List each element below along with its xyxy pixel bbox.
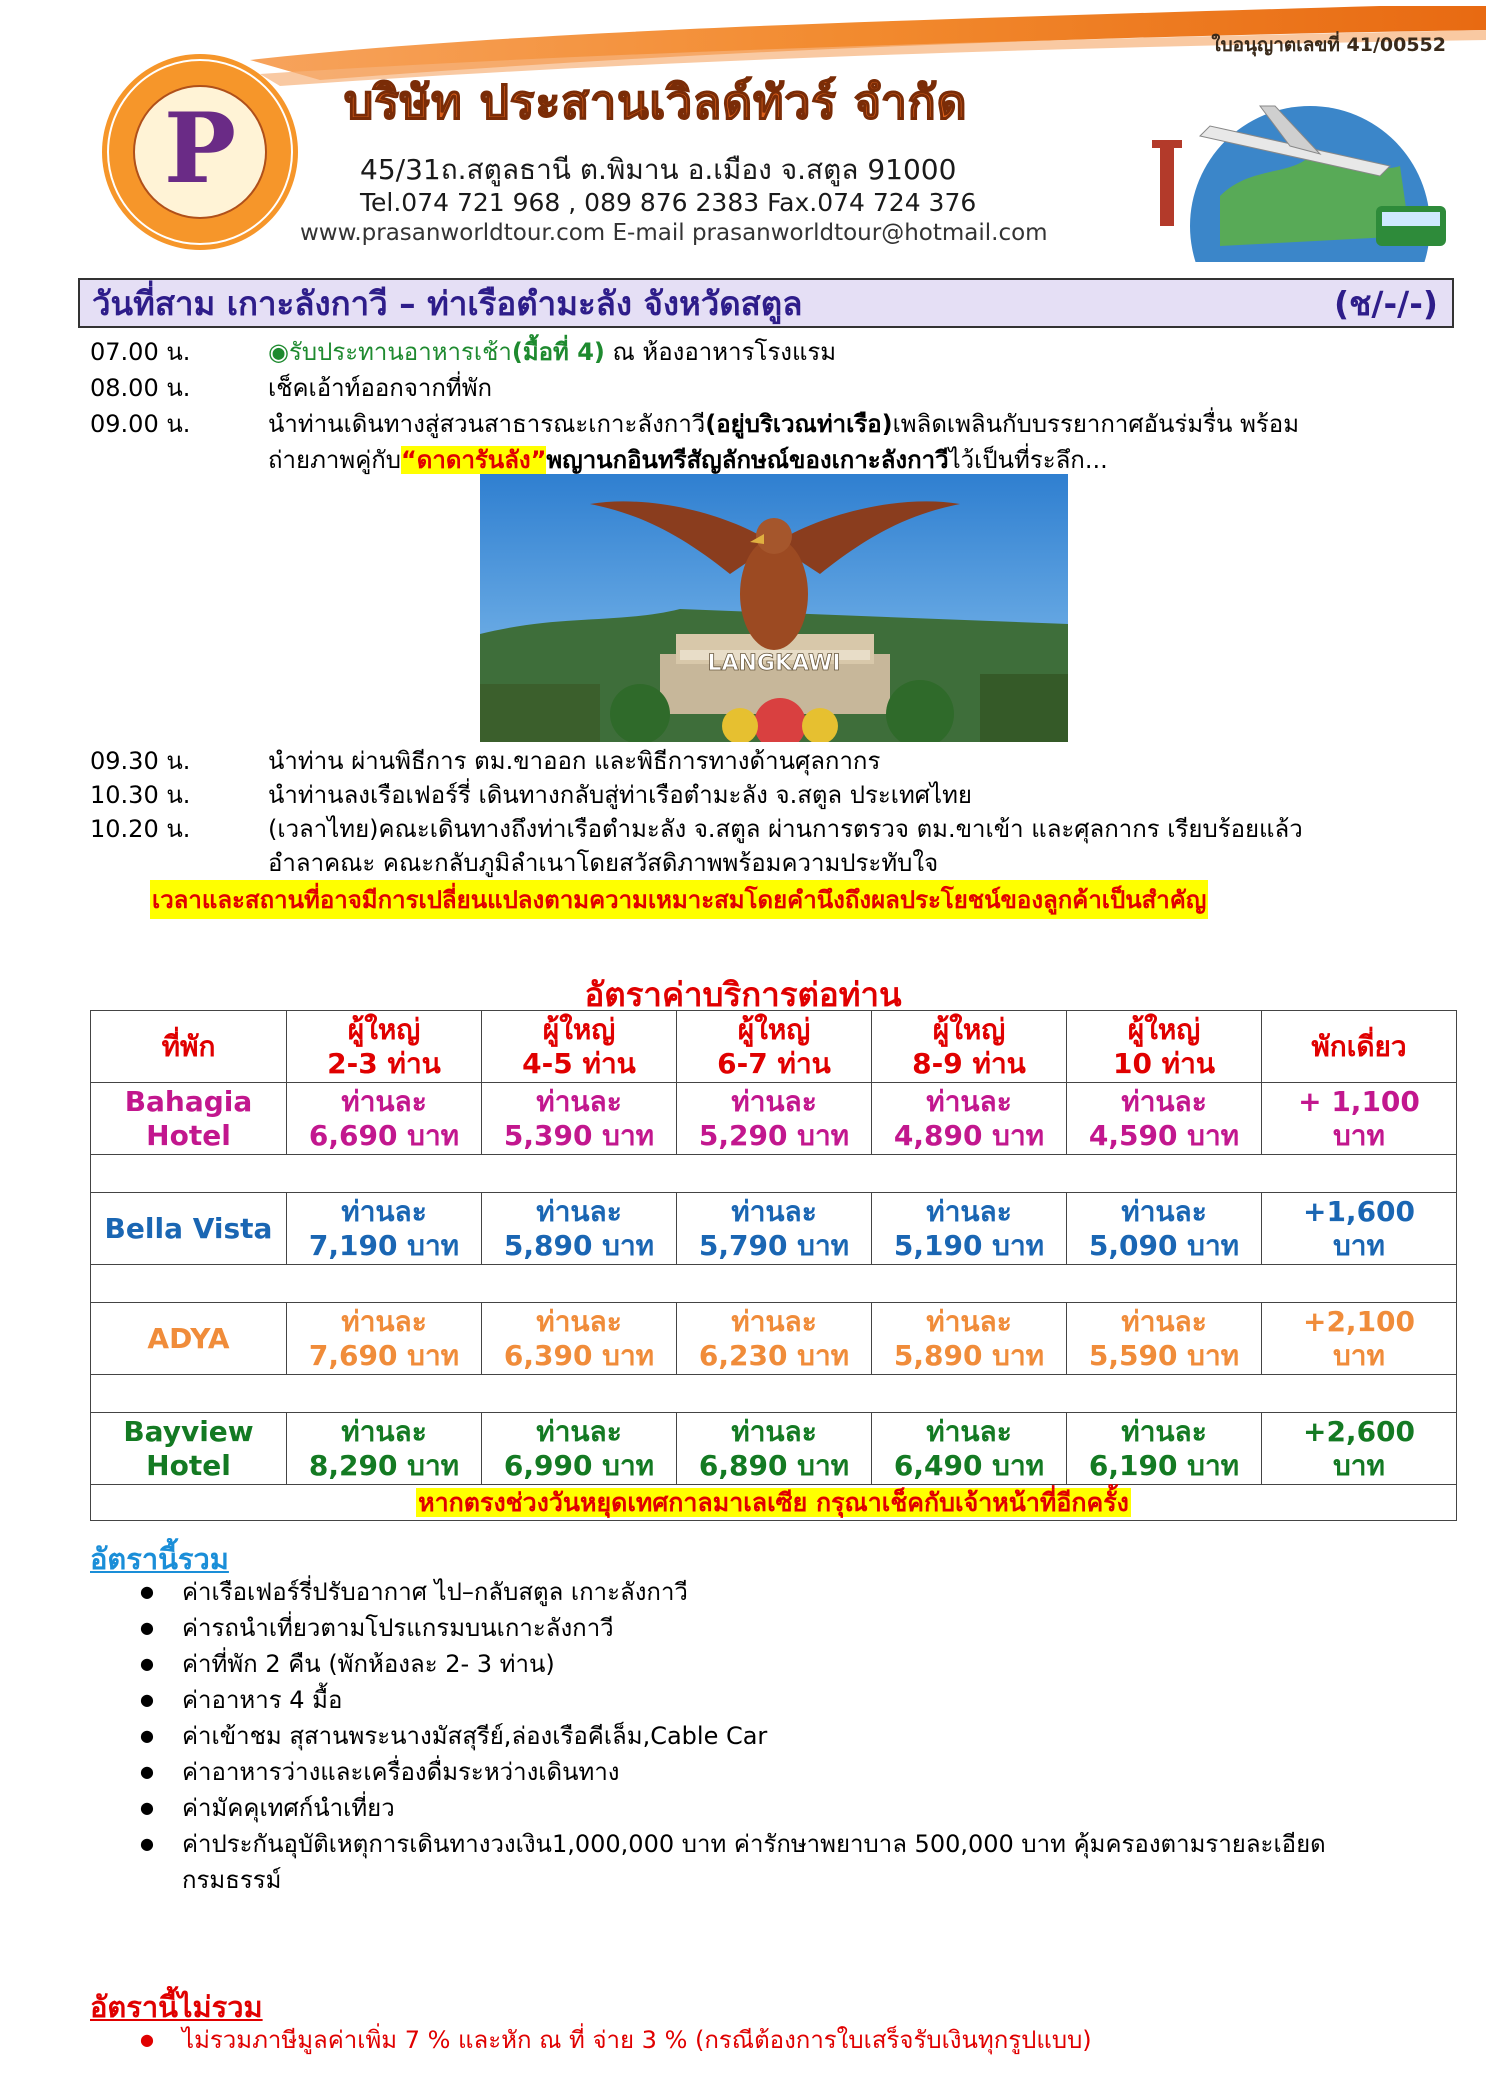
price-table-title: อัตราค่าบริการต่อท่าน [584,975,902,1014]
header-pax-4-5: ผู้ใหญ่ 4-5 ท่าน [482,1011,677,1083]
rate-cell: ท่านละ 8,290 บาท [287,1413,482,1485]
header-pax-8-9: ผู้ใหญ่ 8-9 ท่าน [872,1011,1067,1083]
photo-sign-text: LANGKAWI [707,651,841,676]
schedule-time: 09.30 น. [90,747,191,775]
excludes-list [140,2022,1430,2058]
excludes-title: อัตรานี้ไม่รวม [90,1990,263,2024]
rate-cell: ท่านละ 5,890 บาท [872,1303,1067,1375]
holiday-note-row [91,1485,1457,1521]
schedule-return [90,744,1450,880]
includes-title: อัตรานี้รวม [90,1542,229,1576]
list-item: ● ค่าประกันอุบัติเหตุการเดินทางวงเงิน1,000,000 บาท ค่ารักษาพยาบาล 500,000 บาท คุ้มครองตามรายละเอียด กรมธรรม์ [140,1826,1430,1898]
desc-part: ไว้เป็นที่ระลึก... [948,446,1108,474]
table-spacer [91,1265,1457,1303]
schedule-time: 07.00 น. [90,338,191,366]
table-row [91,1303,1457,1375]
schedule-desc [268,334,1450,370]
schedule-desc [268,812,1450,880]
day-title: วันที่สาม เกาะลังกาวี – ท่าเรือตำมะลัง จังหวัดสตูล [92,283,803,323]
list-item: ● ค่าเรือเฟอร์รี่ปรับอากาศ ไป–กลับสตูล เกาะลังกาวี [140,1574,1430,1610]
rate-cell: ท่านละ 7,690 บาท [287,1303,482,1375]
list-item: ● ค่าอาหาร 4 มื้อ [140,1682,1430,1718]
schedule-row [90,334,1450,370]
meal-place: ณ ห้องอาหารโรงแรม [604,338,837,366]
license-number: ใบอนุญาตเลขที่ 41/00552 [1211,34,1446,56]
schedule-time: 10.20 น. [90,815,191,843]
rate-cell: ท่านละ 5,890 บาท [482,1193,677,1265]
schedule-time: 10.30 น. [90,781,191,809]
table-row [91,1083,1457,1155]
hotel-name: ADYA [91,1303,287,1375]
company-name: บริษัท ประสานเวิลด์ทัวร์ จำกัด [344,75,968,129]
schedule-time: 08.00 น. [90,374,191,402]
desc-part: เพลิดเพลินกับบรรยากาศอันร่มรื่น พร้อม [892,410,1300,438]
rate-cell: ท่านละ 6,890 บาท [677,1413,872,1485]
schedule-row [90,812,1450,880]
holiday-note: หากตรงช่วงวันหยุดเทศกาลมาเลเซีย กรุณาเช็คกับเจ้าหน้าที่อีกครั้ง [418,1488,1129,1517]
company-phone: Tel.074 721 968 , 089 876 2383 Fax.074 724 376 [360,188,977,217]
schedule-desc: เช็คเอ้าท์ออกจากที่พัก [268,374,493,402]
rate-cell: ท่านละ 6,390 บาท [482,1303,677,1375]
list-item: ● ค่าเข้าชม สุสานพระนางมัสสุรีย์,ล่องเรือคีเล็ม,Cable Car [140,1718,1430,1754]
company-logo [100,52,300,252]
rate-cell: ท่านละ 6,690 บาท [287,1083,482,1155]
day-meals: (ช/-/-) [1333,283,1438,323]
day-banner [78,278,1454,328]
rate-cell: ท่านละ 5,290 บาท [677,1083,872,1155]
rate-cell: ท่านละ 5,190 บาท [872,1193,1067,1265]
schedule-time: 09.00 น. [90,410,191,438]
rate-cell: ท่านละ 4,590 บาท [1067,1083,1262,1155]
schedule-row [90,778,1450,812]
schedule-row [90,744,1450,778]
header-pax-2-3: ผู้ใหญ่ 2-3 ท่าน [287,1011,482,1083]
price-header-row [91,1011,1457,1083]
list-item: ● ค่าที่พัก 2 คืน (พักห้องละ 2- 3 ท่าน) [140,1646,1430,1682]
single-supplement: + 1,100 บาท [1262,1083,1457,1155]
desc-part: ถ่ายภาพคู่กับ [268,446,402,474]
desc-part: (เวลาไทย)คณะเดินทางถึงท่าเรือตำมะลัง จ.สตูล ผ่านการตรวจ ตม.ขาเข้า และศุลกากร เรียบร้อยแล้ว [268,815,1303,843]
company-address: 45/31ถ.สตูลธานี ต.พิมาน อ.เมือง จ.สตูล 91000 [360,153,957,186]
letterhead [0,0,1486,262]
rate-cell: ท่านละ 7,190 บาท [287,1193,482,1265]
schedule-desc: นำท่านลงเรือเฟอร์รี่ เดินทางกลับสู่ท่าเรือตำมะลัง จ.สตูล ประเทศไทย [268,781,972,809]
rate-cell: ท่านละ 6,190 บาท [1067,1413,1262,1485]
svg-text:P: P [163,92,237,205]
list-item: ● ค่าอาหารว่างและเครื่องดื่มระหว่างเดินทาง [140,1754,1430,1790]
header-single: พักเดี่ยว [1262,1011,1457,1083]
meal-number: (มื้อที่ 4) [511,338,605,366]
table-row [91,1193,1457,1265]
schedule-row [90,370,1450,406]
rate-cell: ท่านละ 6,490 บาท [872,1413,1067,1485]
rate-cell: ท่านละ 6,990 บาท [482,1413,677,1485]
header-hotel: ที่พัก [91,1011,287,1083]
schedule-row [90,406,1450,478]
meal-text: รับประทานอาหารเช้า [288,338,512,366]
list-item: ● ค่ามัคคุเทศก์นำเที่ยว [140,1790,1430,1826]
hotel-name: Bayview Hotel [91,1413,287,1485]
desc-bold: (อยู่บริเวณท่าเรือ) [705,410,893,438]
rate-cell: ท่านละ 5,790 บาท [677,1193,872,1265]
schedule-morning [90,334,1450,478]
hotel-name: Bella Vista [91,1193,287,1265]
holiday-note-cell [91,1485,1457,1521]
price-table [90,1010,1457,1521]
rate-cell: ท่านละ 5,090 บาท [1067,1193,1262,1265]
schedule-desc: นำท่าน ผ่านพิธีการ ตม.ขาออก และพิธีการทางด้านศุลกากร [268,747,881,775]
eagle-square-photo [480,474,1068,742]
eagle-name-highlight: “ดาดารันลัง” [401,446,547,474]
rate-cell: ท่านละ 5,590 บาท [1067,1303,1262,1375]
desc-part: อำลาคณะ คณะกลับภูมิลำเนาโดยสวัสดิภาพพร้อมความประทับใจ [268,849,939,877]
header-pax-10: ผู้ใหญ่ 10 ท่าน [1067,1011,1262,1083]
meal-icon: ◉ [268,338,289,366]
company-website: www.prasanworldtour.com E-mail prasanworldtour@hotmail.com [300,220,1048,246]
rate-cell: ท่านละ 6,230 บาท [677,1303,872,1375]
schedule-desc [268,406,1450,478]
single-supplement: +1,600 บาท [1262,1193,1457,1265]
header-pax-6-7: ผู้ใหญ่ 6-7 ท่าน [677,1011,872,1083]
hotel-name: Bahagia Hotel [91,1083,287,1155]
table-row [91,1413,1457,1485]
list-item: ● ค่ารถนำเที่ยวตามโปรแกรมบนเกาะลังกาวี [140,1610,1430,1646]
table-spacer [91,1375,1457,1413]
single-supplement: +2,100 บาท [1262,1303,1457,1375]
table-spacer [91,1155,1457,1193]
schedule-change-notice: เวลาและสถานที่อาจมีการเปลี่ยนแปลงตามความเหมาะสมโดยคำนึงถึงผลประโยชน์ของลูกค้าเป็นสำคัญ [150,880,1208,919]
rate-cell: ท่านละ 5,390 บาท [482,1083,677,1155]
globe-travel-illustration [1140,86,1450,262]
desc-bold: พญานกอินทรีสัญลักษณ์ของเกาะลังกาวี [546,446,949,474]
includes-list [140,1574,1430,1898]
rate-cell: ท่านละ 4,890 บาท [872,1083,1067,1155]
desc-part: นำท่านเดินทางสู่สวนสาธารณะเกาะลังกาวี [268,410,706,438]
list-item: ● ไม่รวมภาษีมูลค่าเพิ่ม 7 % และหัก ณ ที่ จ่าย 3 % (กรณีต้องการใบเสร็จรับเงินทุกรูปแบบ) [140,2022,1430,2058]
single-supplement: +2,600 บาท [1262,1413,1457,1485]
